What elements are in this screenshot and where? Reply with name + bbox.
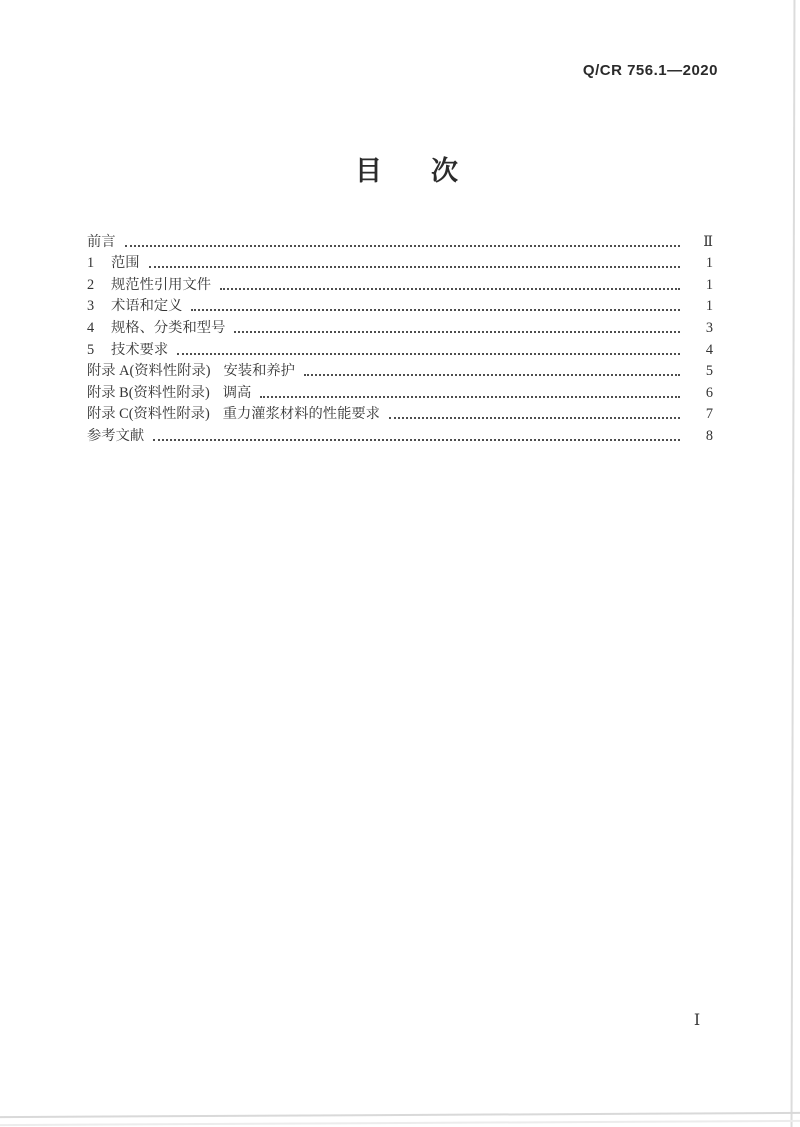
standard-number: Q/CR 756.1—2020 xyxy=(582,62,718,79)
document-header xyxy=(583,62,718,79)
page-title: 目 次 xyxy=(355,156,469,186)
toc-entry-label: 附录 A(资料性附录) xyxy=(87,363,211,380)
dot-leader xyxy=(177,353,680,355)
toc-entry xyxy=(87,315,713,337)
toc-entry-page: Ⅱ xyxy=(703,233,713,250)
dot-leader xyxy=(149,266,680,268)
scan-edge-bottom xyxy=(0,1112,800,1118)
toc-entry-page: 5 xyxy=(705,363,713,380)
toc-entry xyxy=(87,423,713,445)
footer-page-number: Ⅰ xyxy=(693,1012,701,1029)
toc-entry-label: 技术要求 xyxy=(111,341,169,358)
dot-leader xyxy=(125,245,680,247)
toc-entry xyxy=(87,251,713,273)
toc-entry-page: 6 xyxy=(705,384,713,401)
dot-leader xyxy=(389,417,680,419)
dot-leader xyxy=(260,396,680,398)
toc-entry-page: 8 xyxy=(705,427,713,444)
toc-entry-label: 范围 xyxy=(111,255,140,272)
toc-entry-subtitle: 重力灌浆材料的性能要求 xyxy=(222,406,380,423)
toc-entry xyxy=(87,229,713,251)
toc-entry xyxy=(87,402,713,424)
toc-entry-page: 7 xyxy=(705,406,713,423)
toc-entry-page: 1 xyxy=(705,298,713,315)
dot-leader xyxy=(153,439,680,441)
toc-entry-subtitle: 调高 xyxy=(222,384,252,401)
toc-entry-number: 2 xyxy=(87,276,95,293)
toc-entry-page: 1 xyxy=(705,276,713,293)
toc-entry-label: 附录 C(资料性附录) xyxy=(87,406,210,423)
toc-entry xyxy=(87,337,713,359)
toc-entry xyxy=(87,359,713,381)
toc-entry-label: 参考文献 xyxy=(87,427,145,444)
dot-leader xyxy=(304,374,680,376)
scan-edge-bottom-faint xyxy=(0,1120,800,1126)
toc-entry-page: 4 xyxy=(705,341,713,358)
toc-entry xyxy=(87,272,713,294)
toc-entry-number: 5 xyxy=(87,341,95,358)
toc-list xyxy=(87,229,713,445)
dot-leader xyxy=(191,309,680,311)
toc-entry-label: 规范性引用文件 xyxy=(111,276,212,293)
toc-entry xyxy=(87,294,713,316)
toc-entry-page: 1 xyxy=(705,255,713,272)
toc-entry-label: 规格、分类和型号 xyxy=(111,319,226,336)
toc-entry xyxy=(87,380,713,402)
toc-entry-subtitle: 安装和养护 xyxy=(223,363,295,380)
toc-entry-number: 1 xyxy=(87,255,95,272)
toc-entry-label: 附录 B(资料性附录) xyxy=(87,384,210,401)
dot-leader xyxy=(234,331,680,333)
toc-entry-number: 4 xyxy=(87,319,95,336)
toc-entry-label: 前言 xyxy=(87,233,116,250)
toc-entry-label: 术语和定义 xyxy=(111,298,183,315)
toc-entry-page: 3 xyxy=(705,319,713,336)
dot-leader xyxy=(220,288,680,290)
toc-entry-number: 3 xyxy=(87,298,95,315)
